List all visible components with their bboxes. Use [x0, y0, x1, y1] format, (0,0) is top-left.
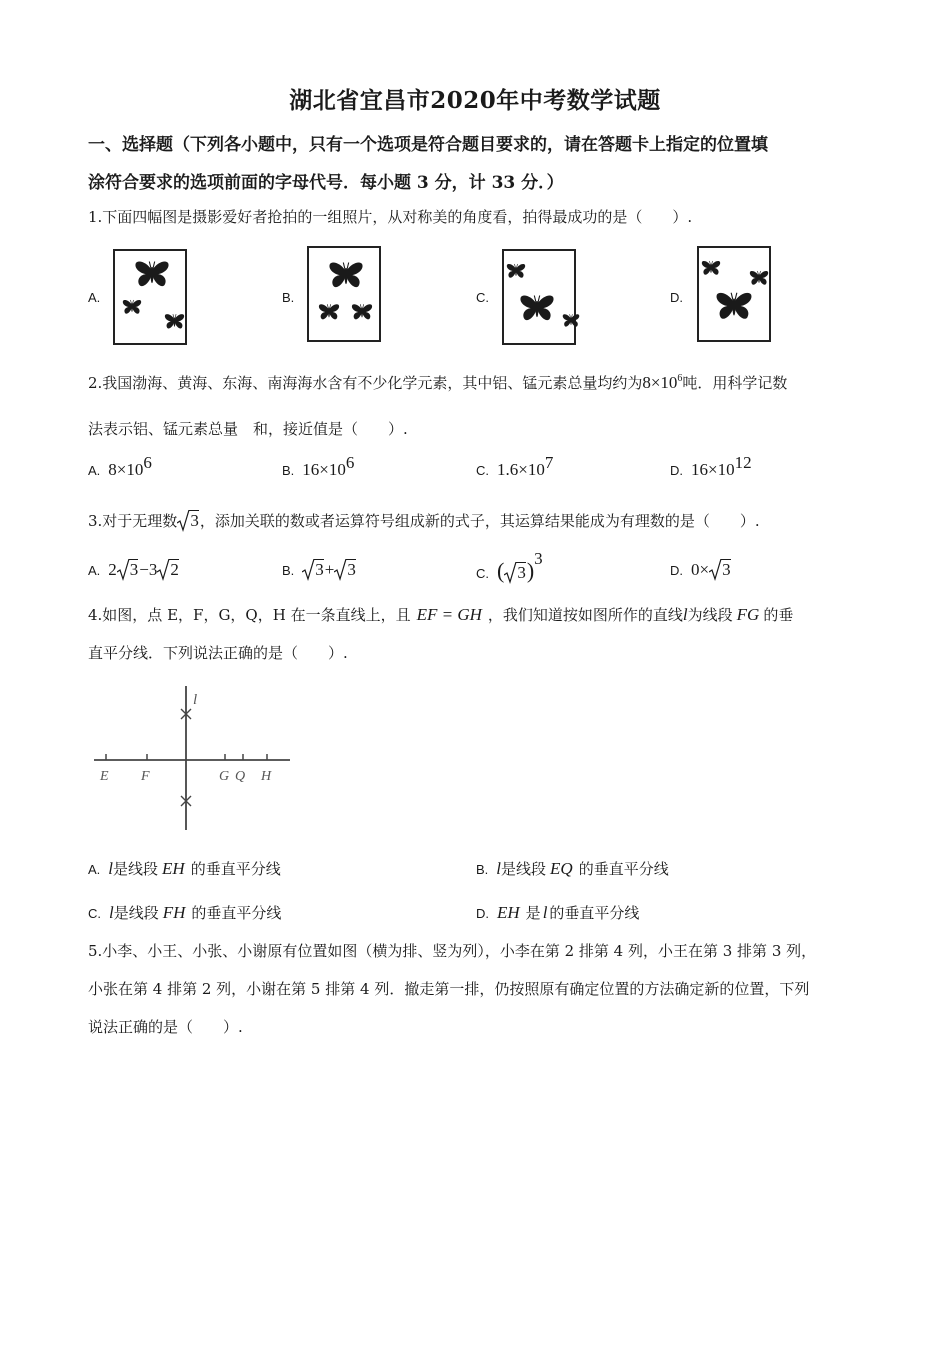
option-seg: l [542, 903, 548, 922]
option-pre: EH [497, 903, 520, 922]
q3-option-b[interactable] [282, 560, 357, 580]
butterfly-icon [506, 263, 526, 280]
butterfly-icon [715, 290, 753, 324]
sqrt [117, 560, 140, 580]
q2-text-post: 吨．用科学记数 [682, 374, 788, 392]
q2-value-base: 8×10 [642, 373, 678, 392]
option-mid: 是线段 [113, 904, 159, 922]
option-post: 的垂直平分线 [578, 860, 669, 878]
butterfly-icon [562, 313, 580, 329]
option-pre: l [496, 859, 502, 878]
question-2-line1 [88, 372, 787, 393]
option-seg: EH [162, 859, 185, 878]
q4-equation: EF = GH [416, 605, 482, 624]
radicand: 3 [190, 511, 199, 530]
question-4-line2: 直平分线．下列说法正确的是（ ）. [88, 644, 348, 662]
paren-open: ( [497, 558, 505, 583]
option-base: 16×10 [302, 460, 346, 479]
page-title: 湖北省宜昌市2020年中考数学试题 [289, 87, 661, 114]
q1-option-d-label: D. [670, 290, 683, 305]
butterfly-icon [701, 260, 721, 277]
sqrt [334, 560, 357, 580]
option-mid: 是线段 [113, 860, 159, 878]
option-exp: 12 [734, 453, 752, 472]
q2-value [642, 373, 682, 392]
butterfly-icon [134, 259, 170, 291]
q2-option-d[interactable] [670, 453, 752, 480]
label-G: G [219, 769, 230, 784]
label-Q: Q [235, 769, 246, 784]
q2-text: 2.我国渤海、黄海、东海、南海海水含有不少化学元素，其中铝、锰元素总量均约为 [88, 374, 643, 392]
question-3-text [88, 510, 760, 531]
coef: 2 [108, 560, 117, 579]
question-2-line2: 法表示铝、锰元素总量 和，接近值是（ ）. [88, 420, 408, 438]
radicand: 2 [170, 560, 179, 579]
question-1-text: 1.下面四幅图是摄影爱好者抢拍的一组照片，从对称美的角度看，拍得最成功的是（ ）. [88, 208, 693, 226]
q3-option-a[interactable] [88, 560, 180, 580]
option-label: C. [476, 463, 489, 478]
butterfly-icon [749, 270, 769, 287]
butterfly-icon [351, 303, 373, 322]
q3-text-pre: 3.对于无理数 [88, 512, 178, 530]
option-pre: l [108, 859, 114, 878]
q2-option-c[interactable] [476, 453, 554, 480]
option-post: 的垂直平分线 [191, 904, 282, 922]
q1-option-c-label: C. [476, 290, 489, 305]
radicand: 3 [129, 560, 139, 579]
q1-photo-c [502, 249, 576, 345]
option-exp: 6 [345, 453, 355, 472]
question-5-line1: 5.小李、小王、小张、小谢原有位置如图（横为排、竖为列），小李在第 2 排第 4 列，小王在第 3 排第 3 列， [88, 942, 817, 960]
q1-option-a-label: A. [88, 290, 101, 305]
q4-segment-fg: FG [736, 605, 760, 624]
question-5-line2: 小张在第 4 排第 2 列，小谢在第 5 排第 4 列．撤走第一排，仍按照原有确定位置的方法确定新的位置，下列 [88, 980, 810, 998]
option-label: B. [282, 563, 295, 578]
sqrt [504, 563, 527, 583]
q3-option-c[interactable] [476, 549, 543, 584]
radicand: 3 [722, 560, 731, 579]
q4-figure [90, 682, 300, 834]
butterfly-icon [164, 313, 185, 331]
operator: + [324, 560, 335, 579]
option-mid: 是线段 [501, 860, 547, 878]
label-E: E [100, 769, 109, 784]
option-base: 16×10 [691, 460, 735, 479]
q4-text-post: 的垂 [763, 606, 794, 624]
option-label: D. [670, 463, 683, 478]
radicand: 3 [315, 560, 324, 579]
q1-photo-b [307, 246, 381, 342]
label-H: H [261, 769, 272, 784]
option-post: 的垂直平分线 [549, 904, 640, 922]
coef: 0× [691, 560, 710, 579]
option-exp: 3 [534, 549, 543, 568]
option-exp: 7 [544, 453, 554, 472]
butterfly-icon [318, 303, 340, 322]
option-exp: 6 [143, 453, 152, 472]
option-label: A. [88, 862, 101, 877]
option-label: C. [88, 906, 101, 921]
option-pre: l [109, 903, 114, 922]
q3-text-post: ，添加关联的数或者运算符号组成新的式子，其运算结果能成为有理数的是（ ）. [199, 512, 760, 530]
option-base: 8×10 [108, 460, 144, 479]
sqrt-3 [177, 511, 200, 531]
q3-option-d[interactable] [670, 560, 732, 580]
section-heading-line2: 涂符合要求的选项前面的字母代号．每小题 3 分，计 33 分．） [88, 173, 564, 193]
q4-text-mid2: 为线段 [687, 606, 733, 624]
option-label: A. [88, 463, 101, 478]
question-4-line1 [88, 604, 793, 625]
radicand: 3 [517, 563, 526, 582]
q4-option-b[interactable] [476, 858, 669, 879]
option-label: B. [282, 463, 295, 478]
option-mid: 是 [525, 904, 541, 922]
option-base: 1.6×10 [497, 460, 545, 479]
butterfly-icon [328, 260, 364, 292]
option-label: B. [476, 862, 489, 877]
question-5-line3: 说法正确的是（ ）. [88, 1018, 243, 1036]
label-F: F [141, 769, 150, 784]
q2-option-a[interactable] [88, 453, 152, 480]
butterfly-icon [122, 299, 142, 316]
label-l: l [193, 692, 198, 708]
q4-option-d[interactable] [476, 902, 639, 923]
option-label: A. [88, 563, 101, 578]
option-post: 的垂直平分线 [190, 860, 281, 878]
section-heading-line1: 一、选择题（下列各小题中，只有一个选项是符合题目要求的，请在答题卡上指定的位置填 [88, 135, 768, 155]
option-seg: EQ [550, 859, 573, 878]
q4-text-mid: ，我们知道按如图所作的直线 [487, 606, 683, 624]
sqrt [302, 560, 325, 580]
option-label: D. [670, 563, 683, 578]
q4-text-pre: 4.如图，点 E，F，G，Q，H 在一条直线上，且 [88, 606, 411, 624]
operator: −3 [139, 560, 158, 579]
q2-option-b[interactable] [282, 453, 355, 480]
sqrt [157, 560, 180, 580]
option-label: D. [476, 906, 489, 921]
q2-value-exp: 6 [677, 373, 683, 384]
q1-photo-d [697, 246, 771, 342]
q1-photo-a [113, 249, 187, 345]
option-seg: FH [162, 903, 186, 922]
q4-line-l: l [682, 605, 688, 624]
butterfly-icon [519, 293, 555, 325]
paren-close: ) [526, 558, 535, 583]
q4-option-a[interactable] [88, 858, 281, 879]
radicand: 3 [347, 560, 356, 579]
sqrt [709, 560, 732, 580]
q4-option-c[interactable] [88, 902, 281, 923]
q1-option-b-label: B. [282, 290, 295, 305]
option-label: C. [476, 566, 489, 581]
